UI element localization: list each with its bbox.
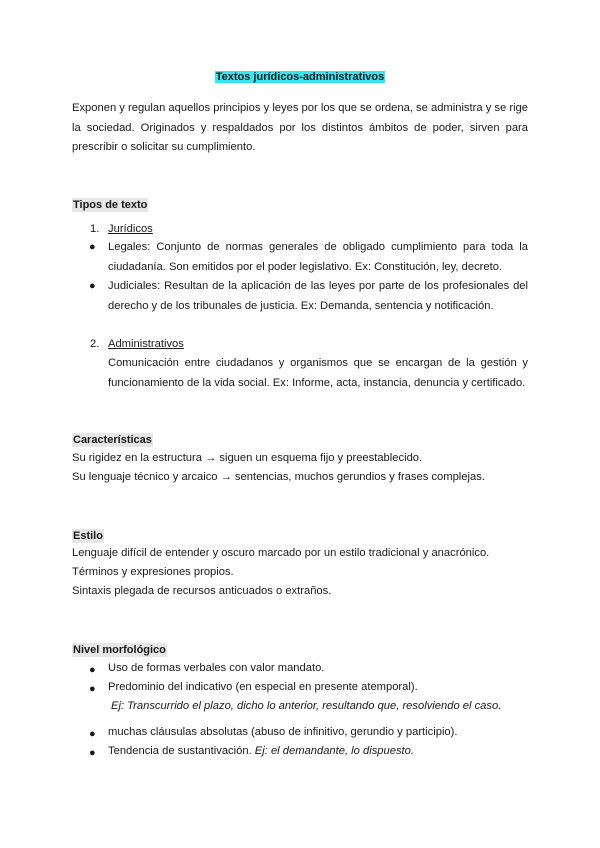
- bullet-icon: ●: [89, 747, 96, 759]
- caracteristicas-line-2: Su lenguaje técnico y arcaico → sentencias, muchos gerundios y frases complejas.: [72, 471, 485, 483]
- nivel-bullet-2: Predominio del indicativo (en especial en presente atemporal).: [108, 681, 418, 693]
- document-title: Textos jurídicos-administrativos: [215, 71, 385, 83]
- heading-estilo: Estilo: [73, 530, 103, 542]
- intro-paragraph: Exponen y regulan aquellos principios y leyes por los que se ordena, se administra y se rige la sociedad. Originados y respaldados por los distintos ámbitos de poder, sirven para prescribir o solicitar su cumplimiento.: [72, 102, 528, 153]
- list-number-1: 1.: [90, 223, 100, 235]
- administrativos-text: Comunicación entre ciudadanos y organismos que se encargan de la gestión y funcionamiento de la vida social. Ex: Informe, acta, instancia, denuncia y certificado.: [108, 357, 528, 389]
- bullet-judiciales: Judiciales: Resultan de la aplicación de las leyes por parte de los profesionales del derecho y de los tribunales de justicia. Ex: Demanda, sentencia y notificación.: [108, 280, 528, 312]
- bullet-icon: ●: [89, 664, 96, 676]
- nivel-example-4: Ej: el demandante, lo dispuesto.: [254, 745, 414, 757]
- heading-caracteristicas: Características: [73, 434, 152, 446]
- list-number-2: 2.: [90, 338, 100, 350]
- bullet-icon: ●: [89, 241, 96, 253]
- bullet-icon: ●: [89, 683, 96, 695]
- bullet-icon: ●: [89, 280, 96, 292]
- estilo-line-1: Lenguaje difícil de entender y oscuro marcado por un estilo tradicional y anacrónico.: [72, 547, 490, 559]
- list-label-juridicos: Jurídicos: [108, 223, 153, 235]
- estilo-line-2: Términos y expresiones propios.: [72, 566, 234, 578]
- heading-nivel-morfologico: Nivel morfológico: [73, 644, 166, 656]
- estilo-line-3: Sintaxis plegada de recursos anticuados o extraños.: [72, 585, 332, 597]
- nivel-bullet-4-text: Tendencia de sustantivación.: [108, 745, 252, 757]
- heading-tipos: Tipos de texto: [73, 199, 148, 211]
- bullet-icon: ●: [89, 728, 96, 740]
- bullet-legales: Legales: Conjunto de normas generales de obligado cumplimiento para toda la ciudadanía. Son emitidos por el poder legislativo. Ex: Constitución, ley, decreto.: [108, 241, 528, 273]
- caracteristicas-line-1: Su rigidez en la estructura → siguen un esquema fijo y preestablecido.: [72, 452, 423, 464]
- nivel-example-2: Ej: Transcurrido el plazo, dicho lo anterior, resultando que, resolviendo el caso.: [111, 700, 502, 712]
- nivel-bullet-4: [108, 745, 414, 757]
- nivel-bullet-3: muchas cláusulas absolutas (abuso de infinitivo, gerundio y participio).: [108, 726, 458, 738]
- list-label-administrativos: Administrativos: [108, 338, 184, 350]
- nivel-bullet-1: Uso de formas verbales con valor mandato.: [108, 662, 325, 674]
